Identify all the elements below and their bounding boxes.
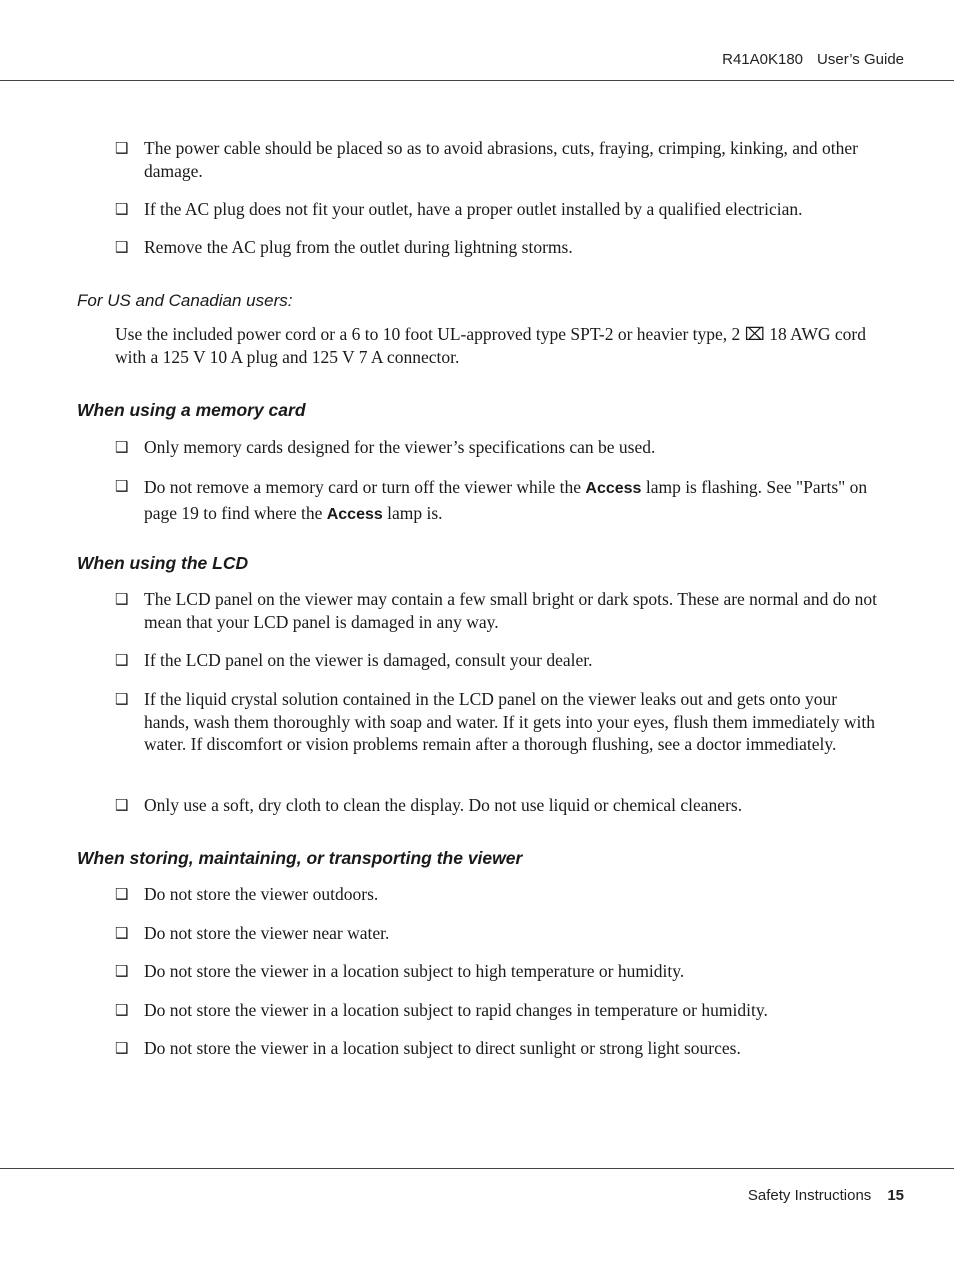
checkbox-square-icon: ❑ bbox=[115, 477, 129, 495]
list-item bbox=[115, 922, 880, 945]
list-item-text: If the AC plug does not fit your outlet, have a proper outlet installed by a qualified electrician. bbox=[144, 199, 803, 219]
checkbox-square-icon: ❑ bbox=[115, 796, 129, 814]
page-footer bbox=[748, 1187, 904, 1204]
list-item-text: Do not store the viewer near water. bbox=[144, 923, 390, 943]
list-item-text: If the liquid crystal solution contained in the LCD panel on the viewer leaks out and gets onto your hands, wash them thoroughly with soap and water. If it gets into your eyes, flush them immediately with water. If discomfort or vision problems remain after a thorough flushing, see a doctor immediately. bbox=[144, 689, 875, 754]
access-lamp-name: Access bbox=[326, 506, 383, 523]
list-item bbox=[115, 236, 880, 259]
page-header bbox=[722, 51, 904, 68]
list-item bbox=[115, 436, 880, 459]
checkbox-square-icon: ❑ bbox=[115, 962, 129, 980]
checkbox-square-icon: ❑ bbox=[115, 885, 129, 903]
header-divider bbox=[0, 80, 954, 81]
list-item bbox=[115, 1037, 880, 1060]
lcd-heading: When using the LCD bbox=[77, 553, 249, 573]
list-item-text: If the LCD panel on the viewer is damaged, consult your dealer. bbox=[144, 650, 593, 670]
list-item bbox=[115, 960, 880, 983]
memory-card-heading: When using a memory card bbox=[77, 400, 306, 420]
list-item-text: Remove the AC plug from the outlet during lightning storms. bbox=[144, 237, 573, 257]
checkbox-square-icon: ❑ bbox=[115, 1001, 129, 1019]
checkbox-square-icon: ❑ bbox=[115, 438, 129, 456]
list-item-text: Do not store the viewer in a location subject to rapid changes in temperature or humidity. bbox=[144, 1000, 768, 1020]
checkbox-square-icon: ❑ bbox=[115, 1039, 129, 1057]
checkbox-square-icon: ❑ bbox=[115, 139, 129, 157]
list-item-text: Do not store the viewer in a location subject to high temperature or humidity. bbox=[144, 961, 685, 981]
list-item bbox=[115, 198, 880, 221]
storing-heading: When storing, maintaining, or transporting the viewer bbox=[77, 848, 523, 868]
list-item-text: Do not remove a memory card or turn off the viewer while the Access lamp is flashing. See "Parts" on page 19 to find where the Access lamp is. bbox=[144, 477, 868, 523]
checkbox-square-icon: ❑ bbox=[115, 924, 129, 942]
list-item-text: Do not store the viewer in a location subject to direct sunlight or strong light sources. bbox=[144, 1038, 741, 1058]
checkbox-square-icon: ❑ bbox=[115, 238, 129, 256]
page-number: 15 bbox=[887, 1187, 904, 1204]
list-item bbox=[115, 794, 880, 817]
us-users-label: For US and Canadian users: bbox=[77, 291, 293, 310]
list-item bbox=[115, 475, 880, 527]
access-lamp-name: Access bbox=[585, 480, 642, 497]
checkbox-square-icon: ❑ bbox=[115, 651, 129, 669]
list-item-text: The LCD panel on the viewer may contain a few small bright or dark spots. These are normal and do not mean that your LCD panel is damaged in any way. bbox=[144, 589, 878, 632]
list-item bbox=[115, 688, 880, 756]
us-users-text: Use the included power cord or a 6 to 10 foot UL-approved type SPT-2 or heavier type, 2 ⌧ 18 AWG cord with a 125 V 10 A plug and 125 V 7 A connector. bbox=[115, 324, 866, 367]
list-item bbox=[115, 883, 880, 906]
doc-id: R41A0K180 bbox=[722, 51, 804, 68]
doc-title: User’s Guide bbox=[817, 51, 904, 68]
list-item-text: The power cable should be placed so as to avoid abrasions, cuts, fraying, crimping, kinking, and other damage. bbox=[144, 138, 858, 181]
checkbox-square-icon: ❑ bbox=[115, 200, 129, 218]
list-item bbox=[115, 137, 880, 182]
footer-section-name: Safety Instructions bbox=[747, 1187, 872, 1204]
list-item bbox=[115, 588, 880, 633]
list-item-text: Only use a soft, dry cloth to clean the display. Do not use liquid or chemical cleaners. bbox=[144, 795, 743, 815]
footer-divider bbox=[0, 1168, 954, 1169]
checkbox-square-icon: ❑ bbox=[115, 690, 129, 708]
checkbox-square-icon: ❑ bbox=[115, 590, 129, 608]
list-item-text: Do not store the viewer outdoors. bbox=[144, 884, 379, 904]
list-item-text: Only memory cards designed for the viewer’s specifications can be used. bbox=[144, 437, 656, 457]
list-item bbox=[115, 999, 880, 1022]
list-item bbox=[115, 649, 880, 672]
